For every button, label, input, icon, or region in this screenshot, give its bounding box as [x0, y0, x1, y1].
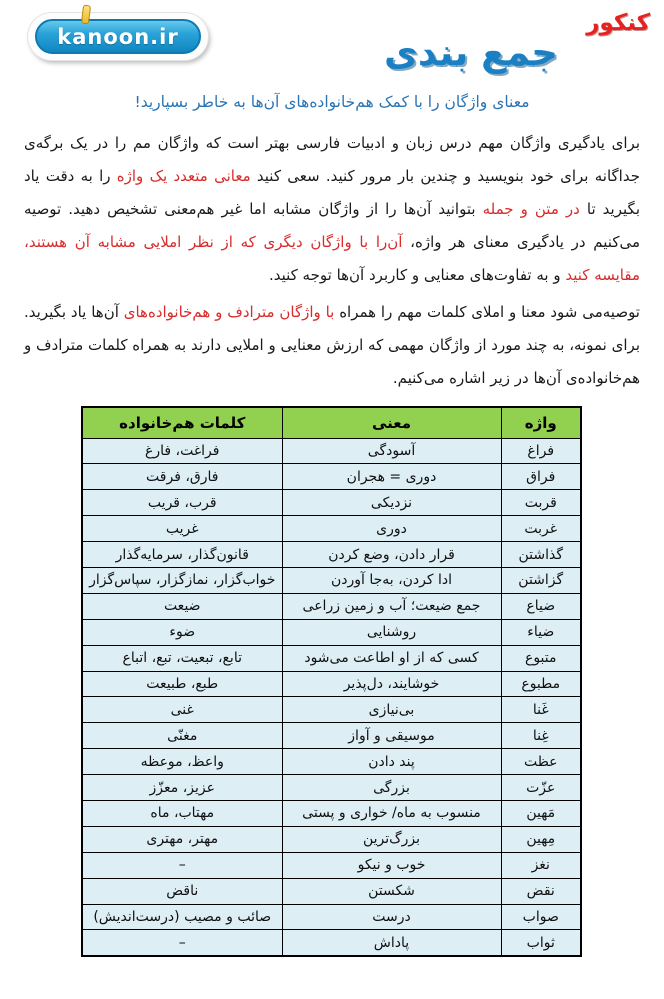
- cell-word: فراغ: [501, 438, 581, 464]
- cell-family: مهتر، مهتری: [82, 826, 282, 852]
- cell-meaning: کسی که از او اطاعت می‌شود: [282, 645, 501, 671]
- cell-family: مهتاب، ماه: [82, 800, 282, 826]
- cell-meaning: نزدیکی: [282, 490, 501, 516]
- cell-family: قرب، قریب: [82, 490, 282, 516]
- cell-word: عزّت: [501, 775, 581, 801]
- table-row: [82, 542, 581, 568]
- cell-word: مطبوع: [501, 671, 581, 697]
- paragraph-text: را به دقت یاد بگیرید تا: [24, 167, 640, 218]
- cell-word: فراق: [501, 464, 581, 490]
- page-title: معنای واژگان را با کمک هم‌خانواده‌های آن‌ها به خاطر بسپارید!: [134, 93, 530, 111]
- cell-family: مغنّی: [82, 723, 282, 749]
- cell-family: تابع، تبعیت، تبع، اتباع: [82, 645, 282, 671]
- cell-meaning: ادا کردن، به‌جا آوردن: [282, 567, 501, 593]
- cell-word: غِنا: [501, 723, 581, 749]
- cell-family: خواب‌گزار، نمازگزار، سپاس‌گزار: [82, 567, 282, 593]
- cell-family: واعظ، موعظه: [82, 749, 282, 775]
- cell-family: فراغت، فارغ: [82, 438, 282, 464]
- table-row: [82, 619, 581, 645]
- paragraph-text: و به تفاوت‌های معنایی و کاربرد آن‌ها توجه کنید.: [268, 266, 566, 284]
- column-header-word: واژه: [501, 407, 581, 438]
- cell-word: صواب: [501, 904, 581, 930]
- cell-meaning: بزرگ‌ترین: [282, 826, 501, 852]
- cell-meaning: خوشایند، دل‌پذیر: [282, 671, 501, 697]
- table-row: [82, 826, 581, 852]
- table-row: [82, 464, 581, 490]
- table-row: [82, 490, 581, 516]
- cell-meaning: درست: [282, 904, 501, 930]
- table-row: [82, 800, 581, 826]
- cell-word: ضیاع: [501, 593, 581, 619]
- cell-family: –: [82, 852, 282, 878]
- cell-word: مِهین: [501, 826, 581, 852]
- page-header: [0, 0, 664, 80]
- cell-meaning: بزرگی: [282, 775, 501, 801]
- table-row: [82, 567, 581, 593]
- cell-meaning: جمع ضیعت؛ آب و زمین زراعی: [282, 593, 501, 619]
- cell-word: عظت: [501, 749, 581, 775]
- cell-word: متبوع: [501, 645, 581, 671]
- cell-meaning: موسیقی و آواز: [282, 723, 501, 749]
- cell-family: –: [82, 930, 282, 956]
- cell-meaning: روشنایی: [282, 619, 501, 645]
- cell-word: غربت: [501, 516, 581, 542]
- cell-word: مَهین: [501, 800, 581, 826]
- cell-meaning: منسوب به ماه/ خواری و پستی: [282, 800, 501, 826]
- cell-meaning: پاداش: [282, 930, 501, 956]
- column-header-meaning: معنی: [282, 407, 501, 438]
- vocabulary-table: [81, 406, 582, 957]
- cell-word: نقض: [501, 878, 581, 904]
- cell-family: عزیز، معزّز: [82, 775, 282, 801]
- cell-meaning: آسودگی: [282, 438, 501, 464]
- highlighted-phrase: آن‌را با واژگان دیگری که از نظر املایی مشابه آن هستند، مقایسه کنید: [24, 233, 640, 284]
- cell-meaning: دوری = هجران: [282, 464, 501, 490]
- table-row: [82, 930, 581, 956]
- vocab-table-body: [82, 438, 581, 956]
- highlighted-phrase: معانی متعدد یک واژه: [116, 167, 251, 185]
- table-row: [82, 697, 581, 723]
- cell-word: نغز: [501, 852, 581, 878]
- kanoon-logo: [28, 13, 208, 60]
- kanoon-logo-text: kanoon.ir: [35, 19, 201, 54]
- cell-family: فارق، فرقت: [82, 464, 282, 490]
- table-row: [82, 593, 581, 619]
- table-row: [82, 878, 581, 904]
- table-row: [82, 516, 581, 542]
- paragraph-text: آن‌ها یاد بگیرید. برای نمونه، به چند مورد از واژگان مهمی که ارزش معنایی و املایی دارند به همراه کلمات مترادف و هم‌خانواده‌ی آن‌ها در زیر اشاره می‌کنیم.: [24, 303, 640, 387]
- cell-word: گزاشتن: [501, 567, 581, 593]
- cell-meaning: قرار دادن، وضع کردن: [282, 542, 501, 568]
- paragraph-text: برای یادگیری واژگان مهم درس زبان و ادبیات فارسی بهتر است که واژگان مم را در یک برگه‌ی جداگانه برای خود بنویسید و چندین بار مرور کنید. سعی کنید: [24, 134, 640, 185]
- cell-meaning: خوب و نیکو: [282, 852, 501, 878]
- cell-meaning: شکستن: [282, 878, 501, 904]
- cell-family: ضوء: [82, 619, 282, 645]
- table-row: [82, 671, 581, 697]
- cell-word: ضیاء: [501, 619, 581, 645]
- highlighted-phrase: در متن و جمله: [482, 200, 580, 218]
- cell-word: غَنا: [501, 697, 581, 723]
- cell-family: ضیعت: [82, 593, 282, 619]
- intro-paragraph: [24, 127, 640, 292]
- cell-meaning: دوری: [282, 516, 501, 542]
- table-row: [82, 645, 581, 671]
- table-header-row: [82, 407, 581, 438]
- konkur-logo-main-text: جمع بندی: [384, 31, 558, 74]
- table-row: [82, 904, 581, 930]
- advice-paragraph: [24, 296, 640, 395]
- column-header-family: کلمات هم‌خانواده: [82, 407, 282, 438]
- cell-meaning: بی‌نیازی: [282, 697, 501, 723]
- konkur-logo-sub-text: کنکور: [586, 10, 650, 36]
- cell-family: قانون‌گذار، سرمایه‌گذار: [82, 542, 282, 568]
- cell-family: ناقض: [82, 878, 282, 904]
- cell-family: صائب و مصیب (درست‌اندیش): [82, 904, 282, 930]
- highlighted-phrase: با واژگان مترادف و هم‌خانواده‌های: [123, 303, 335, 321]
- konkur-wrapup-logo: [382, 10, 650, 74]
- cell-family: طبع، طبیعت: [82, 671, 282, 697]
- table-row: [82, 852, 581, 878]
- paragraph-text: بتوانید آن‌ها را از واژگان مشابه اما غیر هم‌معنی تشخیص دهید. توصیه می‌کنیم در یادگیری معنای هر واژه،: [24, 200, 640, 251]
- cell-meaning: پند دادن: [282, 749, 501, 775]
- table-row: [82, 723, 581, 749]
- cell-word: گذاشتن: [501, 542, 581, 568]
- cell-family: غریب: [82, 516, 282, 542]
- table-row: [82, 775, 581, 801]
- table-row: [82, 438, 581, 464]
- cell-word: قربت: [501, 490, 581, 516]
- paragraph-text: توصیه‌می شود معنا و املای کلمات مهم را همراه: [334, 303, 640, 321]
- cell-family: غنی: [82, 697, 282, 723]
- cell-word: ثواب: [501, 930, 581, 956]
- table-row: [82, 749, 581, 775]
